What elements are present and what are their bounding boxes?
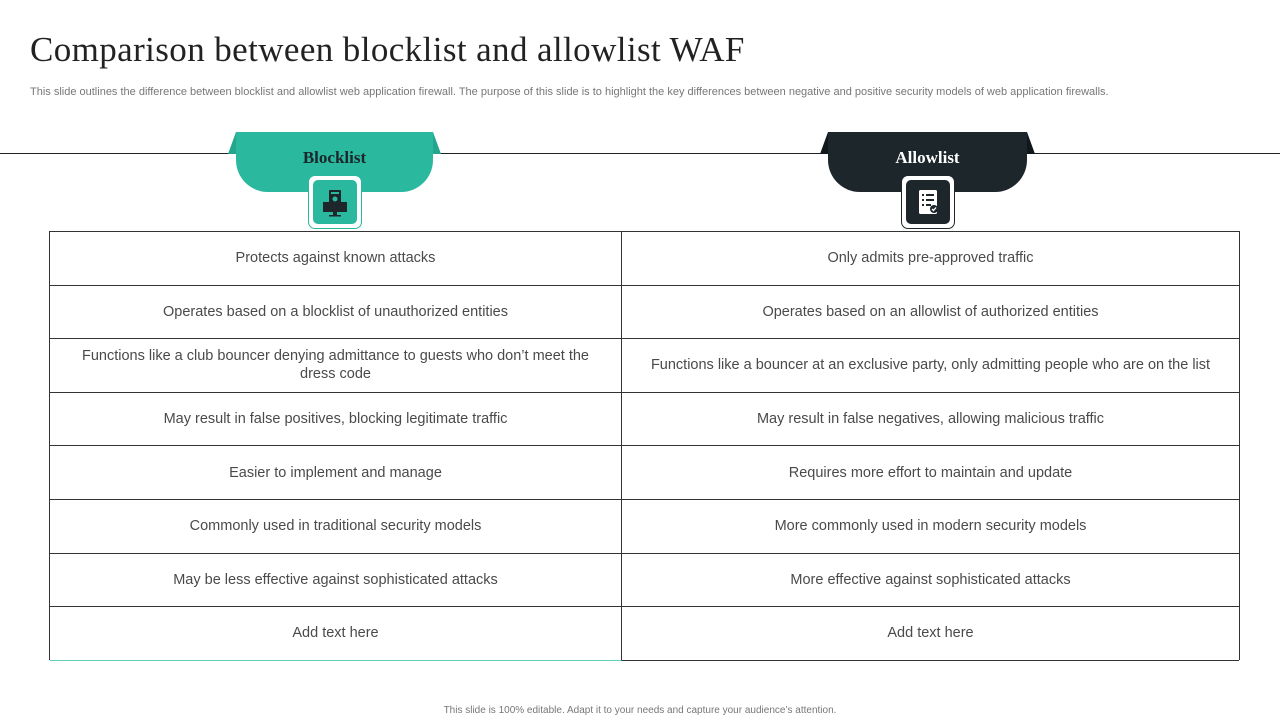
table-row <box>50 393 1239 447</box>
blocklist-cell: Functions like a club bouncer denying admittance to guests who don’t meet the dress code <box>50 339 622 392</box>
divider-line <box>0 153 1280 154</box>
table-row <box>50 339 1239 393</box>
allowlist-cell: More commonly used in modern security models <box>774 518 1087 535</box>
table-row <box>50 554 1239 608</box>
blocklist-cell: Protects against known attacks <box>50 232 622 285</box>
blocklist-cell: May result in false positives, blocking legitimate traffic <box>50 393 622 446</box>
blocklist-cell: May be less effective against sophisticated attacks <box>50 554 622 607</box>
allowlist-cell: Add text here <box>622 607 1239 661</box>
table-row <box>50 232 1239 286</box>
checklist-document-icon <box>913 187 943 217</box>
table-row <box>50 500 1239 554</box>
footer-note: This slide is 100% editable. Adapt it to your needs and capture your audience’s attention. <box>443 705 837 716</box>
table-row <box>50 286 1239 340</box>
allowlist-cell: Functions like a bouncer at an exclusive party, only admitting people who are on the list <box>650 357 1211 374</box>
blocklist-cell: Commonly used in traditional security models <box>50 500 622 553</box>
blocklist-cell: Operates based on a blocklist of unauthorized entities <box>50 286 622 339</box>
allowlist-cell: More effective against sophisticated attacks <box>790 571 1071 588</box>
slide-title: Comparison between blocklist and allowlist WAF <box>30 30 745 69</box>
table-row <box>50 607 1239 661</box>
blocklist-icon-box <box>308 175 362 229</box>
blocklist-cell: Add text here <box>50 607 622 661</box>
allowlist-cell: Requires more effort to maintain and update <box>788 464 1073 481</box>
allowlist-cell: Operates based on an allowlist of authorized entities <box>762 303 1099 320</box>
slide-subtitle: This slide outlines the difference between blocklist and allowlist web application firewall. The purpose of this slide is to highlight the key differences between negative and positive security models of web application firewalls. <box>30 86 1109 98</box>
allowlist-cell: May result in false negatives, allowing malicious traffic <box>756 411 1105 428</box>
allowlist-label: Allowlist <box>828 132 1027 192</box>
allowlist-icon-box <box>901 175 955 229</box>
blocklist-cell: Easier to implement and manage <box>50 446 622 499</box>
comparison-table <box>49 231 1240 660</box>
firewall-monitor-icon <box>320 187 350 217</box>
allowlist-cell: Only admits pre-approved traffic <box>827 250 1034 267</box>
table-row <box>50 446 1239 500</box>
blocklist-label: Blocklist <box>236 132 433 192</box>
